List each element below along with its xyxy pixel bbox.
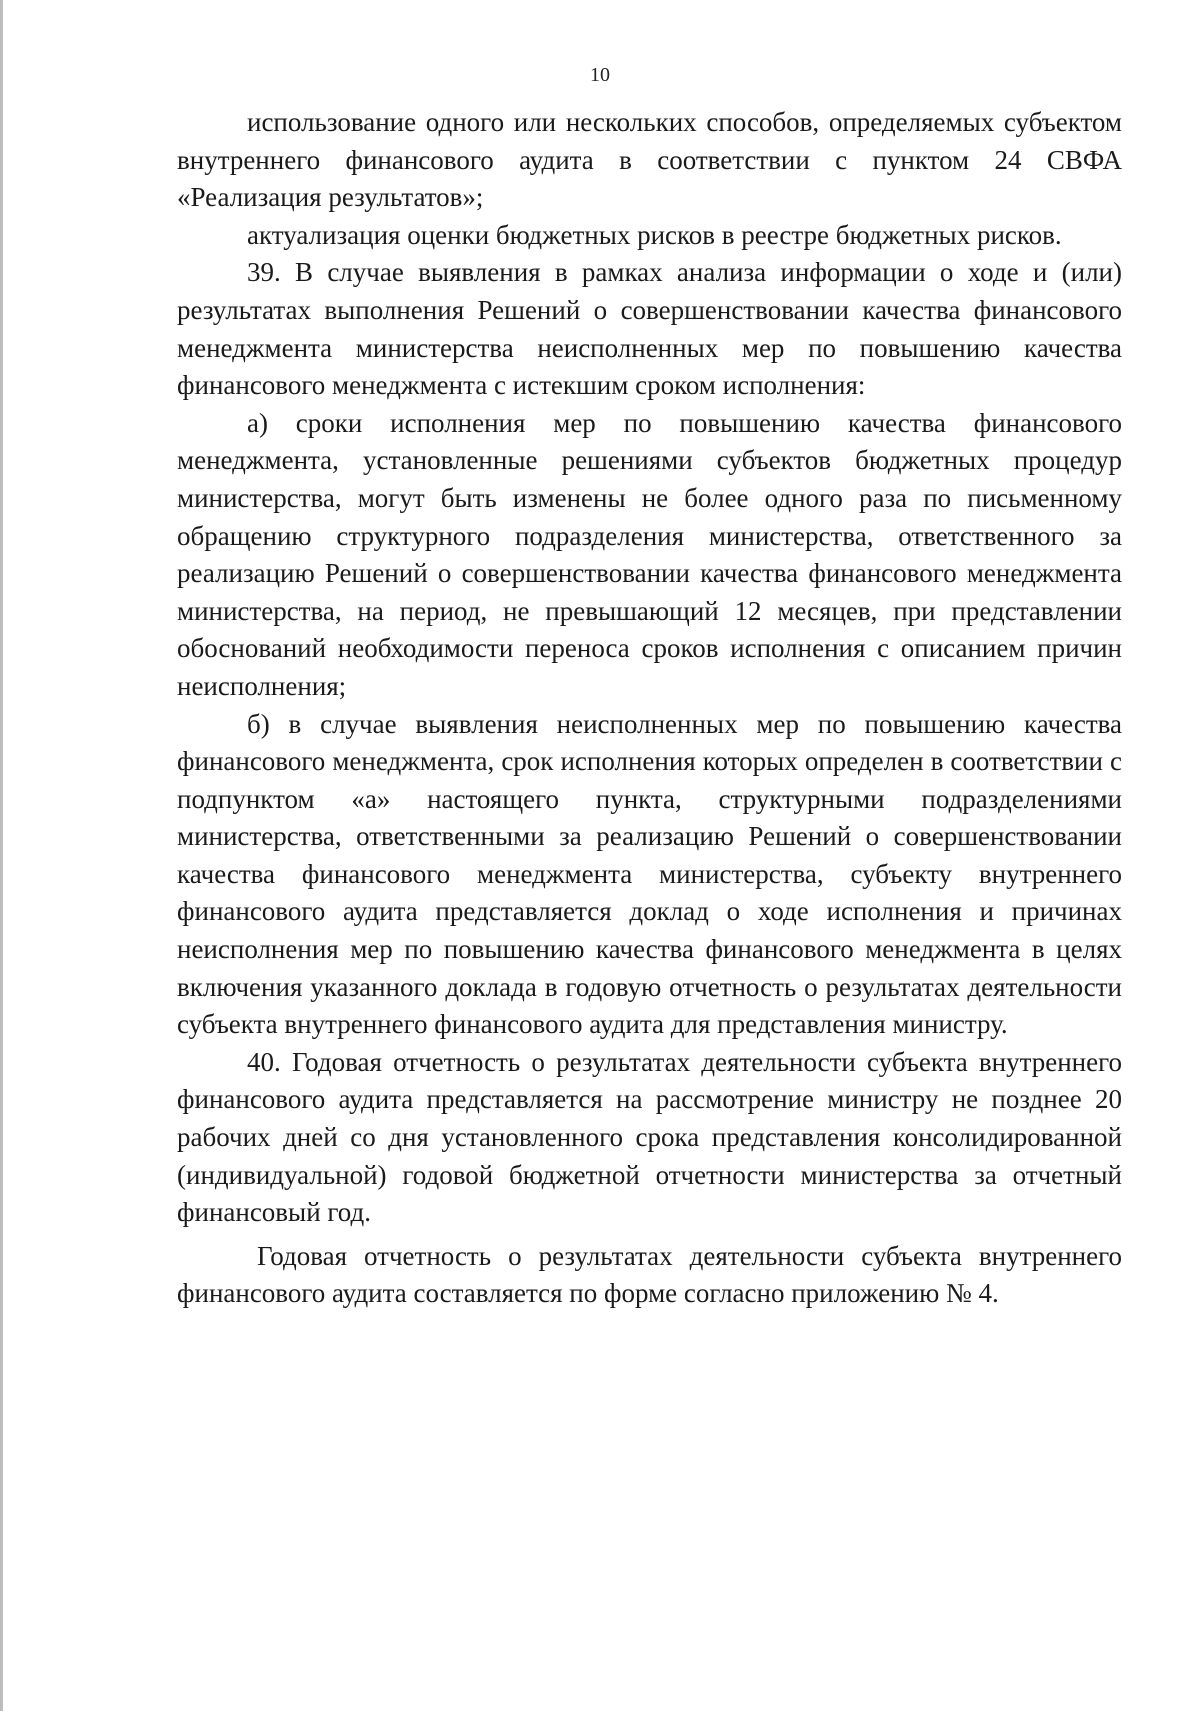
paragraph-subitem-b: б) в случае выявления неисполненных мер по повышению качества финансового менеджмента, срок исполнения которых определен в соответствии с подпунктом «а» настоящего пункта, структурными подразделениями министерства, ответственными за реализацию Решений о совершенствовании качества финансового менеджмента министерства, субъекту внутреннего финансового аудита представляется доклад о ходе исполнения и причинах неисполнения мер по повышению качества финансового менеджмента в целях включения указанного доклада в годовую отчетность о результатах деятельности субъекта внутреннего финансового аудита для представления министру. [177, 708, 1122, 1040]
document-body [177, 104, 1122, 1313]
scan-edge [0, 0, 3, 1711]
paragraph-item-39: 39. В случае выявления в рамках анализа информации о ходе и (или) результатах выполнения Решений о совершенствовании качества финансового менеджмента министерства неисполненных мер по повышению качества финансового менеджмента с истекшим сроком исполнения: [177, 257, 1122, 401]
page-number: 10 [590, 64, 610, 86]
paragraph-risk-update: актуализация оценки бюджетных рисков в реестре бюджетных рисков. [247, 219, 1062, 250]
paragraph-annual-report-form: Годовая отчетность о результатах деятельности субъекта внутреннего финансового аудита составляется по форме согласно приложению № 4. [177, 1240, 1122, 1309]
paragraph-methods: использование одного или нескольких способов, определяемых субъектом внутреннего финансового аудита в соответствии с пунктом 24 СВФА «Реализация результатов»; [177, 107, 1122, 213]
paragraph-subitem-a: а) сроки исполнения мер по повышению качества финансового менеджмента, установленные решениями субъектов бюджетных процедур министерства, могут быть изменены не более одного раза по письменному обращению структурного подразделения министерства, ответственного за реализацию Решений о совершенствовании качества финансового менеджмента министерства, на период, не превышающий 12 месяцев, при представлении обоснований необходимости переноса сроков исполнения с описанием причин неисполнения; [177, 407, 1122, 701]
paragraph-item-40: 40. Годовая отчетность о результатах деятельности субъекта внутреннего финансового аудита представляется на рассмотрение министру не позднее 20 рабочих дней со дня установленного срока представления консолидированной (индивидуальной) годовой бюджетной отчетности министерства за отчетный финансовый год. [177, 1046, 1122, 1228]
